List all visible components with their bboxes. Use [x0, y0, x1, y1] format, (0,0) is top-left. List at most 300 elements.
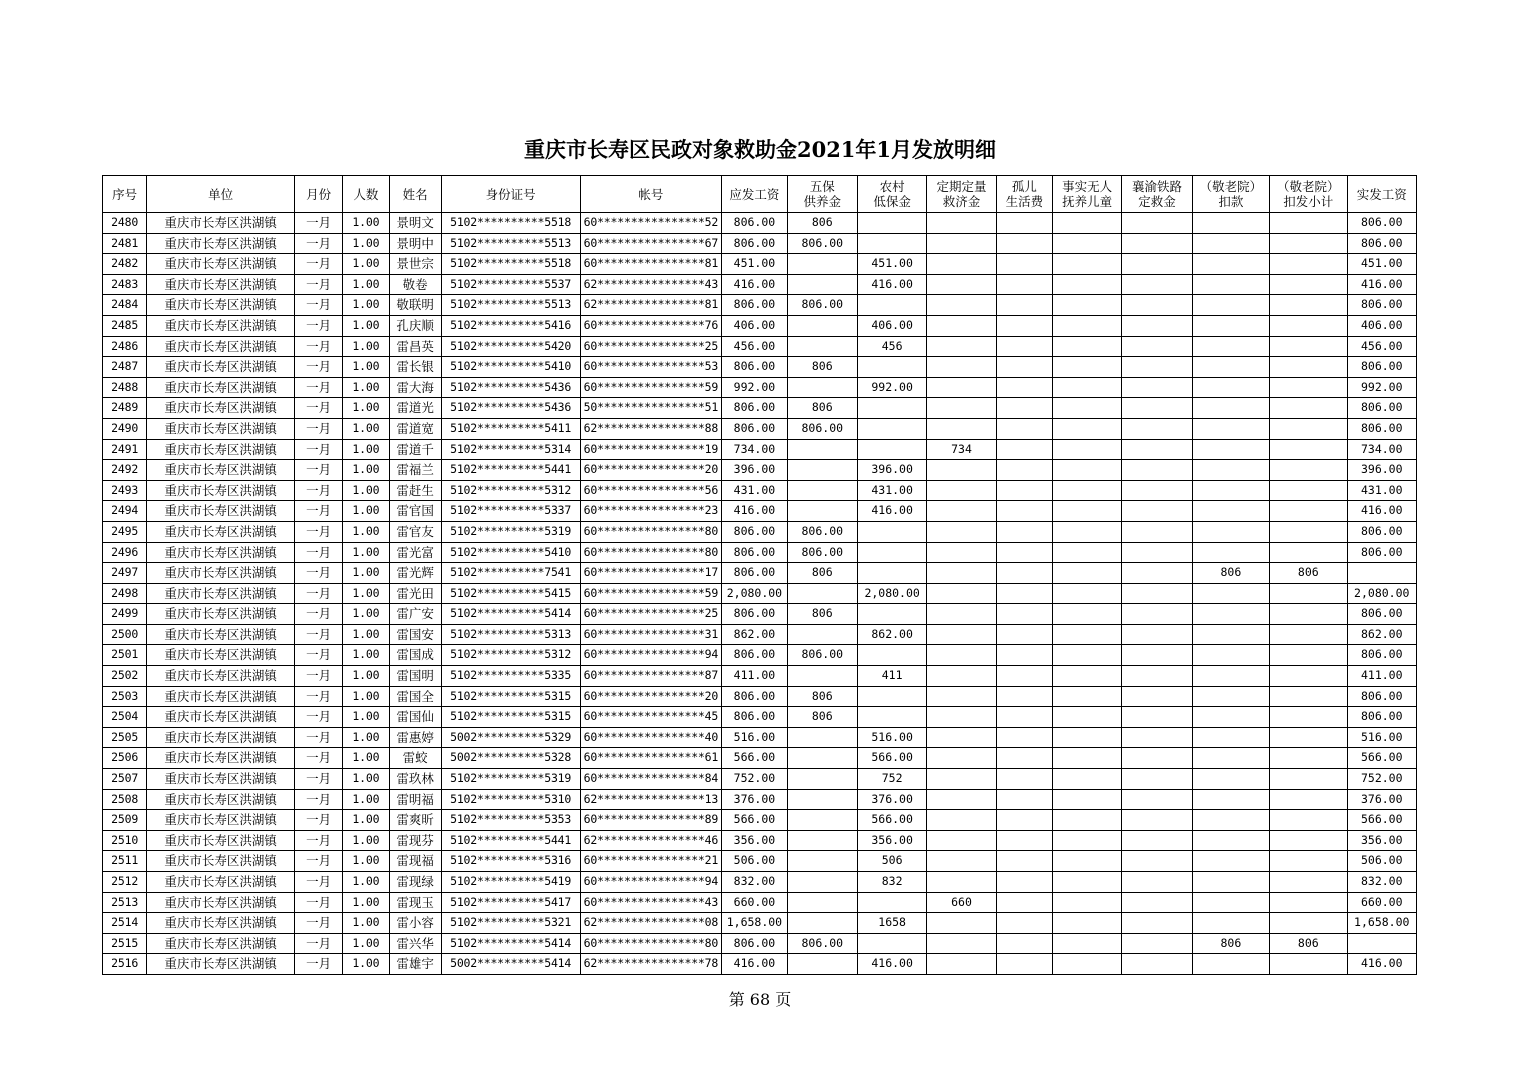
table-row [103, 892, 1417, 913]
table-cell: 景明中 [389, 233, 441, 254]
table-cell: 456 [857, 336, 926, 357]
table-cell: 雷福兰 [389, 460, 441, 481]
table-cell [927, 686, 996, 707]
table-cell [1052, 686, 1121, 707]
table-cell: 431.00 [857, 480, 926, 501]
table-cell [996, 830, 1052, 851]
table-cell: 一月 [295, 213, 343, 234]
table-cell: 一月 [295, 254, 343, 275]
table-cell: 806 [1192, 563, 1269, 584]
table-cell [927, 810, 996, 831]
table-cell: 雷昌英 [389, 336, 441, 357]
table-cell: 重庆市长寿区洪湖镇 [147, 624, 295, 645]
table-cell [1192, 604, 1269, 625]
table-row [103, 933, 1417, 954]
table-cell [996, 521, 1052, 542]
table-cell: 5102**********5353 [441, 810, 580, 831]
table-cell [927, 954, 996, 975]
table-cell [996, 295, 1052, 316]
table-cell: 雷道千 [389, 439, 441, 460]
table-cell: 雷广安 [389, 604, 441, 625]
table-cell: 660.00 [1347, 892, 1417, 913]
table-cell: 60****************17 [580, 563, 722, 584]
table-cell [996, 274, 1052, 295]
table-cell: 862.00 [1347, 624, 1417, 645]
table-cell: 806.00 [1347, 357, 1417, 378]
table-cell [996, 213, 1052, 234]
table-row [103, 254, 1417, 275]
table-cell: 806.00 [722, 933, 787, 954]
table-cell [1052, 789, 1121, 810]
table-cell [996, 954, 1052, 975]
column-header: 襄渝铁路 定救金 [1122, 176, 1192, 213]
table-row [103, 460, 1417, 481]
table-cell: 62****************81 [580, 295, 722, 316]
table-cell: 806.00 [1347, 707, 1417, 728]
table-cell: 2490 [103, 418, 147, 439]
table-cell: 806.00 [1347, 542, 1417, 563]
table-cell: 1.00 [343, 851, 389, 872]
table-cell [996, 439, 1052, 460]
table-cell [1192, 583, 1269, 604]
table-cell [1052, 810, 1121, 831]
table-cell: 重庆市长寿区洪湖镇 [147, 254, 295, 275]
table-cell: 806 [787, 563, 857, 584]
table-cell: 5102**********5513 [441, 295, 580, 316]
table-cell [996, 624, 1052, 645]
table-cell [927, 418, 996, 439]
table-cell [1122, 563, 1192, 584]
column-header: 应发工资 [722, 176, 787, 213]
table-cell: 1.00 [343, 810, 389, 831]
table-row [103, 336, 1417, 357]
table-cell: 1.00 [343, 233, 389, 254]
table-cell: 566.00 [1347, 810, 1417, 831]
table-cell: 60****************76 [580, 315, 722, 336]
table-cell: 406.00 [722, 315, 787, 336]
table-cell [1347, 933, 1417, 954]
table-row [103, 810, 1417, 831]
table-cell: 60****************45 [580, 707, 722, 728]
table-cell: 重庆市长寿区洪湖镇 [147, 398, 295, 419]
table-cell [1270, 851, 1347, 872]
table-cell: 一月 [295, 686, 343, 707]
table-cell [1122, 707, 1192, 728]
table-cell [1270, 769, 1347, 790]
table-cell: 2482 [103, 254, 147, 275]
table-cell [1270, 624, 1347, 645]
table-cell [996, 480, 1052, 501]
table-cell [787, 892, 857, 913]
table-cell: 376.00 [722, 789, 787, 810]
table-cell: 5102**********5537 [441, 274, 580, 295]
table-cell: 5102**********5420 [441, 336, 580, 357]
table-cell: 992.00 [1347, 377, 1417, 398]
table-cell [1052, 872, 1121, 893]
table-cell [1270, 707, 1347, 728]
table-row [103, 954, 1417, 975]
table-cell [787, 460, 857, 481]
table-cell: 5102**********5441 [441, 460, 580, 481]
table-cell: 806 [787, 398, 857, 419]
table-cell: 5102**********5312 [441, 480, 580, 501]
table-cell: 806.00 [722, 357, 787, 378]
table-cell: 2508 [103, 789, 147, 810]
table-cell: 2509 [103, 810, 147, 831]
table-cell: 5102**********5316 [441, 851, 580, 872]
table-cell [1052, 336, 1121, 357]
table-cell [1122, 604, 1192, 625]
table-cell: 一月 [295, 954, 343, 975]
table-cell: 411.00 [1347, 666, 1417, 687]
table-cell: 60****************53 [580, 357, 722, 378]
table-cell: 2505 [103, 727, 147, 748]
table-cell: 1.00 [343, 645, 389, 666]
table-cell [1122, 810, 1192, 831]
table-cell [1122, 686, 1192, 707]
table-cell: 832.00 [722, 872, 787, 893]
table-cell: 雷国全 [389, 686, 441, 707]
table-cell: 1.00 [343, 769, 389, 790]
table-row [103, 769, 1417, 790]
page-number: 第 68 页 [728, 990, 792, 1009]
table-cell [1122, 789, 1192, 810]
table-cell [927, 830, 996, 851]
column-header: 月份 [295, 176, 343, 213]
table-cell [857, 398, 926, 419]
table-cell: 雷长银 [389, 357, 441, 378]
table-cell: 一月 [295, 480, 343, 501]
table-cell: 敬卷 [389, 274, 441, 295]
table-cell: 806 [1270, 933, 1347, 954]
table-cell [927, 315, 996, 336]
table-cell: 60****************84 [580, 769, 722, 790]
table-cell [1122, 480, 1192, 501]
table-cell [1192, 707, 1269, 728]
table-cell: 雷道宽 [389, 418, 441, 439]
table-cell: 806 [787, 686, 857, 707]
table-cell [996, 398, 1052, 419]
table-cell: 一月 [295, 624, 343, 645]
table-cell [996, 872, 1052, 893]
table-cell: 60****************31 [580, 624, 722, 645]
table-cell: 60****************80 [580, 542, 722, 563]
table-cell: 62****************08 [580, 913, 722, 934]
table-cell [996, 810, 1052, 831]
table-cell: 1.00 [343, 213, 389, 234]
table-cell [1052, 315, 1121, 336]
table-cell: 5102**********5518 [441, 213, 580, 234]
table-cell [1270, 439, 1347, 460]
table-cell: 1.00 [343, 315, 389, 336]
table-cell: 60****************67 [580, 233, 722, 254]
table-cell [1192, 789, 1269, 810]
table-cell: 451.00 [722, 254, 787, 275]
table-cell: 806.00 [722, 542, 787, 563]
table-cell: 1.00 [343, 398, 389, 419]
table-cell: 396.00 [857, 460, 926, 481]
table-cell: 雷国明 [389, 666, 441, 687]
table-cell [1192, 830, 1269, 851]
table-cell [787, 501, 857, 522]
table-cell [1122, 439, 1192, 460]
table-cell: 1,658.00 [722, 913, 787, 934]
column-header: 序号 [103, 176, 147, 213]
table-header-row [103, 176, 1417, 213]
table-cell: 451.00 [857, 254, 926, 275]
table-cell [1270, 872, 1347, 893]
table-cell: 2514 [103, 913, 147, 934]
table-cell [787, 872, 857, 893]
table-cell: 5102**********5411 [441, 418, 580, 439]
table-cell: 60****************25 [580, 336, 722, 357]
table-cell [1347, 563, 1417, 584]
table-cell: 重庆市长寿区洪湖镇 [147, 769, 295, 790]
table-cell: 516.00 [1347, 727, 1417, 748]
table-cell [787, 315, 857, 336]
table-cell [1122, 913, 1192, 934]
table-row [103, 666, 1417, 687]
table-cell [787, 439, 857, 460]
table-cell [857, 521, 926, 542]
table-cell: 416.00 [722, 274, 787, 295]
table-row [103, 789, 1417, 810]
table-cell [1192, 810, 1269, 831]
table-cell: 重庆市长寿区洪湖镇 [147, 501, 295, 522]
table-cell: 一月 [295, 295, 343, 316]
table-cell: 1.00 [343, 521, 389, 542]
table-cell: 2500 [103, 624, 147, 645]
table-cell: 1.00 [343, 892, 389, 913]
table-cell [1192, 439, 1269, 460]
table-row [103, 727, 1417, 748]
table-cell: 5102**********5314 [441, 439, 580, 460]
table-cell [1052, 418, 1121, 439]
table-cell [1052, 748, 1121, 769]
table-cell [1122, 295, 1192, 316]
table-cell: 806.00 [722, 521, 787, 542]
table-cell: 重庆市长寿区洪湖镇 [147, 542, 295, 563]
table-cell [1270, 213, 1347, 234]
table-cell: 2481 [103, 233, 147, 254]
table-cell: 2484 [103, 295, 147, 316]
table-cell: 806.00 [1347, 604, 1417, 625]
table-cell: 566.00 [722, 810, 787, 831]
table-cell [996, 748, 1052, 769]
table-cell: 5102**********5335 [441, 666, 580, 687]
table-cell [1270, 810, 1347, 831]
table-row [103, 748, 1417, 769]
table-row [103, 295, 1417, 316]
table-cell: 806.00 [787, 645, 857, 666]
table-cell [1270, 501, 1347, 522]
table-cell: 806.00 [787, 418, 857, 439]
table-cell: 一月 [295, 933, 343, 954]
table-row [103, 686, 1417, 707]
table-cell [1122, 624, 1192, 645]
column-header: 身份证号 [441, 176, 580, 213]
table-cell: 2487 [103, 357, 147, 378]
table-cell: 806.00 [722, 398, 787, 419]
table-cell [927, 460, 996, 481]
table-cell [927, 398, 996, 419]
table-cell [996, 604, 1052, 625]
table-cell: 356.00 [1347, 830, 1417, 851]
table-cell: 806.00 [1347, 686, 1417, 707]
table-cell [1052, 830, 1121, 851]
table-cell [857, 542, 926, 563]
table-cell [1122, 872, 1192, 893]
table-cell: 重庆市长寿区洪湖镇 [147, 418, 295, 439]
table-cell: 重庆市长寿区洪湖镇 [147, 707, 295, 728]
table-cell: 重庆市长寿区洪湖镇 [147, 954, 295, 975]
table-cell [1192, 274, 1269, 295]
table-cell: 50****************51 [580, 398, 722, 419]
table-cell: 806.00 [722, 233, 787, 254]
table-cell [927, 336, 996, 357]
table-cell [787, 254, 857, 275]
table-cell: 一月 [295, 789, 343, 810]
table-body [103, 213, 1417, 975]
table-cell [1052, 727, 1121, 748]
table-cell: 一月 [295, 666, 343, 687]
table-cell: 566.00 [722, 748, 787, 769]
table-cell: 1.00 [343, 933, 389, 954]
table-cell: 雷国仙 [389, 707, 441, 728]
table-row [103, 439, 1417, 460]
relief-fund-table [102, 175, 1417, 975]
table-row [103, 624, 1417, 645]
table-cell [857, 213, 926, 234]
table-cell: 雷现福 [389, 851, 441, 872]
table-cell [996, 357, 1052, 378]
table-cell: 5002**********5414 [441, 954, 580, 975]
table-cell: 5102**********5319 [441, 769, 580, 790]
table-cell: 重庆市长寿区洪湖镇 [147, 645, 295, 666]
table-cell: 重庆市长寿区洪湖镇 [147, 851, 295, 872]
table-cell: 456.00 [722, 336, 787, 357]
table-cell [996, 501, 1052, 522]
table-cell: 重庆市长寿区洪湖镇 [147, 521, 295, 542]
table-cell [996, 315, 1052, 336]
table-cell: 60****************80 [580, 521, 722, 542]
table-cell: 806.00 [1347, 521, 1417, 542]
table-cell: 1,658.00 [1347, 913, 1417, 934]
table-cell: 重庆市长寿区洪湖镇 [147, 789, 295, 810]
table-cell: 雷爽昕 [389, 810, 441, 831]
table-cell [1192, 892, 1269, 913]
table-cell [1270, 398, 1347, 419]
table-cell: 1.00 [343, 707, 389, 728]
table-cell [996, 769, 1052, 790]
table-cell: 5102**********5414 [441, 604, 580, 625]
table-cell [1122, 357, 1192, 378]
table-cell [1270, 666, 1347, 687]
table-cell: 806 [787, 213, 857, 234]
table-cell: 806.00 [787, 233, 857, 254]
table-cell [996, 892, 1052, 913]
table-cell [927, 727, 996, 748]
table-cell: 356.00 [857, 830, 926, 851]
table-cell: 60****************20 [580, 460, 722, 481]
table-cell: 734.00 [722, 439, 787, 460]
table-cell [996, 851, 1052, 872]
table-cell: 431.00 [1347, 480, 1417, 501]
table-cell: 2498 [103, 583, 147, 604]
table-cell [857, 933, 926, 954]
table-row [103, 830, 1417, 851]
table-cell: 2501 [103, 645, 147, 666]
table-cell: 一月 [295, 727, 343, 748]
table-cell: 2502 [103, 666, 147, 687]
table-cell [1270, 521, 1347, 542]
table-cell: 5102**********5416 [441, 315, 580, 336]
table-cell: 2510 [103, 830, 147, 851]
table-cell: 806 [787, 604, 857, 625]
table-cell [857, 707, 926, 728]
table-cell: 456.00 [1347, 336, 1417, 357]
table-cell [1122, 274, 1192, 295]
column-header: 定期定量 救济金 [927, 176, 996, 213]
table-cell [1052, 233, 1121, 254]
table-cell: 416.00 [857, 274, 926, 295]
table-row [103, 315, 1417, 336]
table-cell: 雷道光 [389, 398, 441, 419]
table-cell [1270, 418, 1347, 439]
table-cell: 雷明福 [389, 789, 441, 810]
table-cell [1122, 254, 1192, 275]
table-cell: 832 [857, 872, 926, 893]
table-cell: 5102**********5414 [441, 933, 580, 954]
table-row [103, 418, 1417, 439]
table-cell [1122, 460, 1192, 481]
table-cell: 2493 [103, 480, 147, 501]
table-cell: 806.00 [722, 295, 787, 316]
table-cell: 一月 [295, 748, 343, 769]
table-cell: 一月 [295, 707, 343, 728]
table-cell: 416.00 [1347, 274, 1417, 295]
table-cell [927, 583, 996, 604]
table-cell: 1.00 [343, 480, 389, 501]
table-cell: 416.00 [857, 954, 926, 975]
table-cell: 重庆市长寿区洪湖镇 [147, 357, 295, 378]
table-cell: 雷赶生 [389, 480, 441, 501]
column-header: 人数 [343, 176, 389, 213]
table-cell: 5102**********5410 [441, 357, 580, 378]
table-cell [1192, 418, 1269, 439]
table-cell: 1.00 [343, 830, 389, 851]
column-header: 事实无人 抚养儿童 [1052, 176, 1121, 213]
table-cell: 5102**********5436 [441, 377, 580, 398]
table-cell [927, 666, 996, 687]
table-cell [927, 563, 996, 584]
table-cell: 雷兴华 [389, 933, 441, 954]
table-cell [927, 851, 996, 872]
table-cell [1270, 727, 1347, 748]
column-header: 孤儿 生活费 [996, 176, 1052, 213]
table-cell: 重庆市长寿区洪湖镇 [147, 233, 295, 254]
table-cell: 60****************59 [580, 377, 722, 398]
table-cell [1270, 377, 1347, 398]
table-cell [1192, 872, 1269, 893]
table-cell: 1.00 [343, 583, 389, 604]
table-cell [1052, 624, 1121, 645]
table-cell [1052, 769, 1121, 790]
table-cell [1192, 336, 1269, 357]
table-cell [1270, 460, 1347, 481]
table-cell [1192, 460, 1269, 481]
table-cell: 1.00 [343, 727, 389, 748]
